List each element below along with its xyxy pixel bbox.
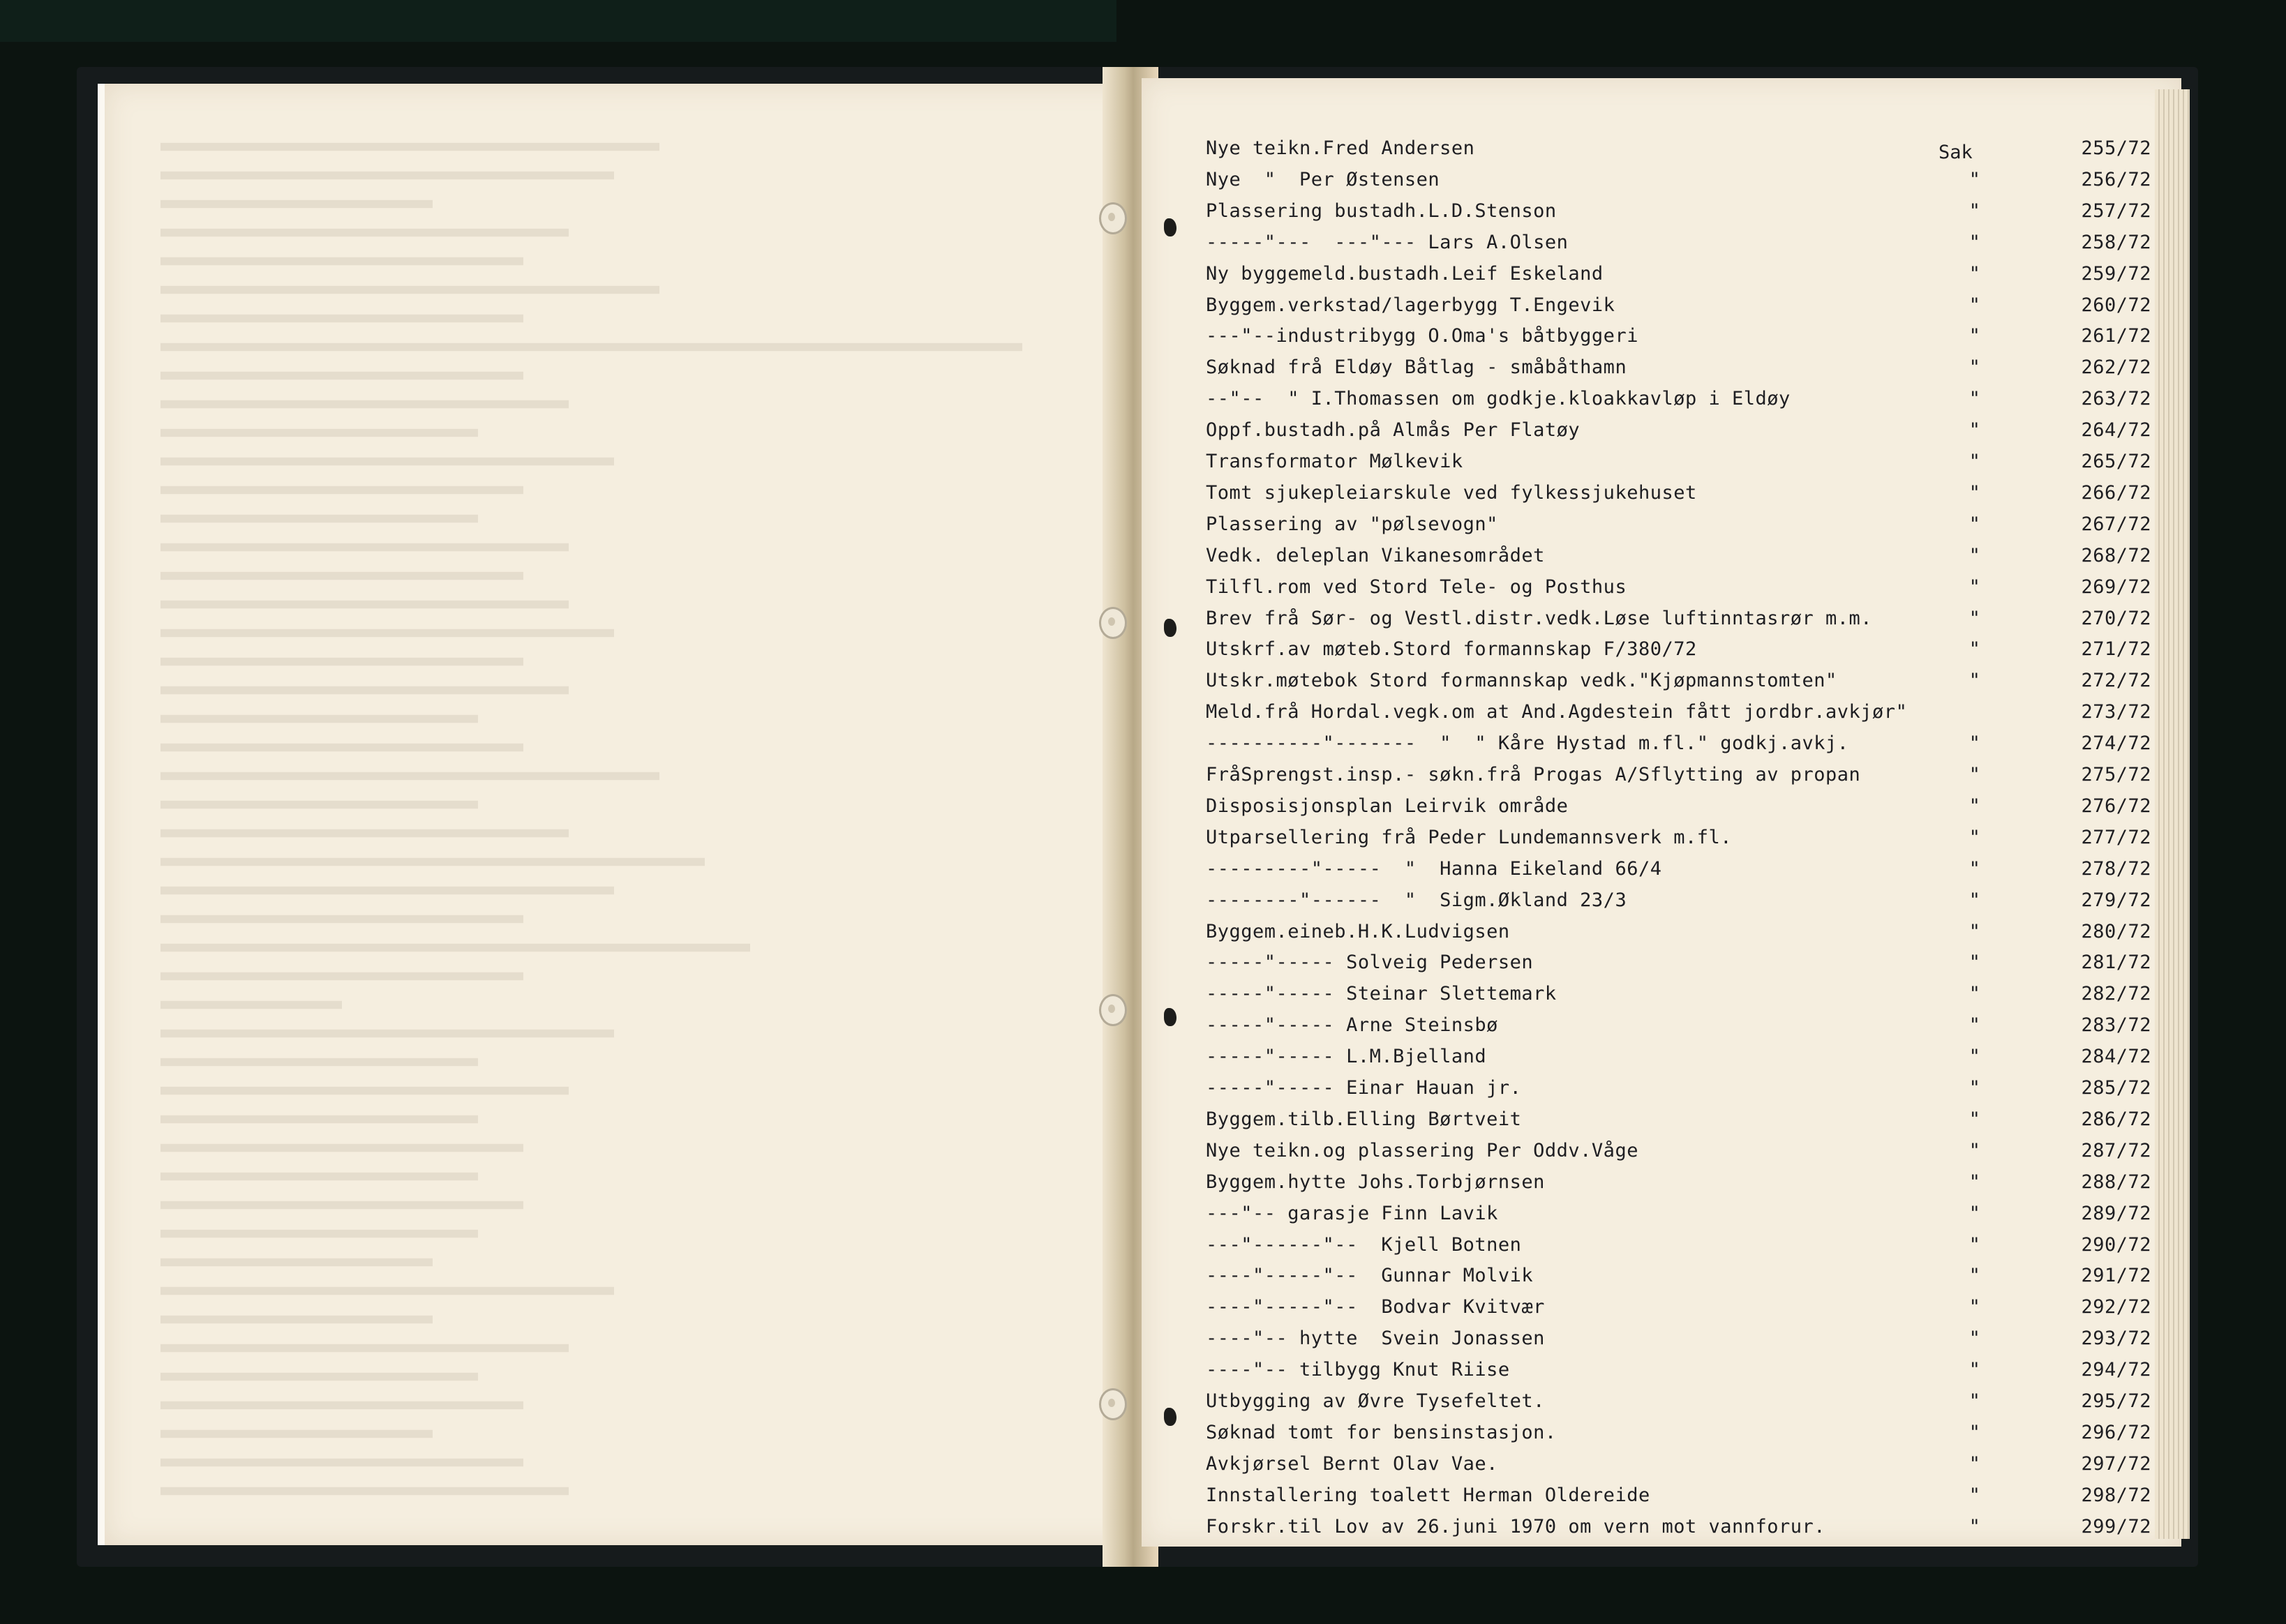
entry-title: Plassering av "pølsevogn"	[1206, 513, 1498, 535]
entry-title: Tilfl.rom ved Stord Tele- og Posthus	[1206, 576, 1627, 598]
binder-ring-4	[1164, 1408, 1176, 1426]
ditto-mark: "	[1968, 1108, 1981, 1130]
case-number: 259/72	[2081, 263, 2151, 285]
entry-title: FråSprengst.insp.- søkn.frå Progas A/Sflytting av propan	[1206, 764, 1861, 785]
ditto-mark: "	[1968, 419, 1981, 441]
case-number: 256/72	[2081, 169, 2151, 190]
entry-title: Byggem.tilb.Elling Børtveit	[1206, 1108, 1522, 1130]
case-number: 283/72	[2081, 1014, 2151, 1036]
entry-title: ---------"----- " Hanna Eikeland 66/4	[1206, 858, 1662, 880]
ditto-mark: "	[1968, 795, 1981, 817]
case-number: 257/72	[2081, 200, 2151, 222]
ditto-mark: "	[1968, 1328, 1981, 1349]
binder-ring-3	[1164, 1008, 1176, 1026]
ditto-mark: "	[1968, 1077, 1981, 1099]
case-number: 258/72	[2081, 232, 2151, 253]
case-number: 297/72	[2081, 1453, 2151, 1475]
case-number: 275/72	[2081, 764, 2151, 785]
ditto-mark: "	[1968, 608, 1981, 629]
entry-title: -----"----- L.M.Bjelland	[1206, 1046, 1487, 1067]
entry-title: Tomt sjukepleiarskule ved fylkessjukehuset	[1206, 482, 1697, 504]
ditto-mark: "	[1968, 1140, 1981, 1161]
ditto-mark: "	[1968, 1296, 1981, 1318]
entry-title: Utskrf.av møteb.Stord formannskap F/380/72	[1206, 638, 1697, 660]
case-number: 277/72	[2081, 827, 2151, 848]
entry-title: Avkjørsel Bernt Olav Vae.	[1206, 1453, 1498, 1475]
case-number: 267/72	[2081, 513, 2151, 535]
ditto-mark: "	[1968, 1046, 1981, 1067]
case-number: 261/72	[2081, 325, 2151, 347]
entry-title: Brev frå Sør- og Vestl.distr.vedk.Løse luftinntasrør m.m.	[1206, 608, 1873, 629]
case-number: 290/72	[2081, 1234, 2151, 1256]
case-number: 291/72	[2081, 1265, 2151, 1286]
ditto-mark: "	[1968, 545, 1981, 566]
case-number: 266/72	[2081, 482, 2151, 504]
case-number: 269/72	[2081, 576, 2151, 598]
entry-title: Oppf.bustadh.på Almås Per Flatøy	[1206, 419, 1581, 441]
ditto-mark: "	[1968, 356, 1981, 378]
entry-title: Innstallering toalett Herman Oldereide	[1206, 1484, 1650, 1506]
ditto-mark: "	[1968, 263, 1981, 285]
ditto-mark: "	[1968, 1171, 1981, 1193]
case-number: 286/72	[2081, 1108, 2151, 1130]
entry-title: ----"-----"-- Gunnar Molvik	[1206, 1265, 1534, 1286]
column-header-sak: Sak	[1938, 142, 1973, 163]
background-top	[0, 0, 1116, 42]
ditto-mark: "	[1968, 200, 1981, 222]
entry-title: Plassering bustadh.L.D.Stenson	[1206, 200, 1557, 222]
entry-title: ----------"------- " " Kåre Hystad m.fl." godkj.avkj.	[1206, 732, 1849, 754]
case-number: 262/72	[2081, 356, 2151, 378]
entry-title: Transformator Mølkevik	[1206, 451, 1463, 472]
punch-hole-3	[1099, 994, 1127, 1026]
punch-hole-4	[1099, 1388, 1127, 1420]
case-number: 293/72	[2081, 1328, 2151, 1349]
entry-title: Utparsellering frå Peder Lundemannsverk m.fl.	[1206, 827, 1732, 848]
entry-title: Søknad frå Eldøy Båtlag - småbåthamn	[1206, 356, 1627, 378]
ditto-mark: "	[1968, 858, 1981, 880]
entry-title: ---"--industribygg O.Oma's båtbyggeri	[1206, 325, 1638, 347]
binder-ring-1	[1164, 218, 1176, 236]
entry-title: ----"-- tilbygg Knut Riise	[1206, 1359, 1510, 1381]
entry-title: Nye teikn.og plassering Per Oddv.Våge	[1206, 1140, 1638, 1161]
case-number: 260/72	[2081, 294, 2151, 316]
entry-title: -----"----- Solveig Pedersen	[1206, 952, 1534, 973]
entry-title: Disposisjonsplan Leirvik område	[1206, 795, 1569, 817]
entry-title: Nye " Per Østensen	[1206, 169, 1440, 190]
case-number: 263/72	[2081, 388, 2151, 409]
ditto-mark: "	[1968, 952, 1981, 973]
case-number: 294/72	[2081, 1359, 2151, 1381]
case-number: 295/72	[2081, 1390, 2151, 1412]
ditto-mark: "	[1968, 1516, 1981, 1537]
case-number: 274/72	[2081, 732, 2151, 754]
case-number: 272/72	[2081, 670, 2151, 691]
entry-title: ---"-- garasje Finn Lavik	[1206, 1203, 1498, 1224]
page-edges	[2155, 89, 2190, 1539]
punch-hole-1	[1099, 202, 1127, 234]
case-number: 271/72	[2081, 638, 2151, 660]
case-number: 280/72	[2081, 921, 2151, 942]
ditto-mark: "	[1968, 482, 1981, 504]
case-number: 279/72	[2081, 889, 2151, 911]
binder-ring-2	[1164, 619, 1176, 637]
case-number: 270/72	[2081, 608, 2151, 629]
entry-title: --------"------ " Sigm.Økland 23/3	[1206, 889, 1627, 911]
ditto-mark: "	[1968, 1453, 1981, 1475]
ditto-mark: "	[1968, 827, 1981, 848]
ditto-mark: "	[1968, 889, 1981, 911]
entry-title: -----"----- Steinar Slettemark	[1206, 983, 1557, 1005]
case-number: 255/72	[2081, 137, 2151, 159]
case-number: 289/72	[2081, 1203, 2151, 1224]
case-number: 288/72	[2081, 1171, 2151, 1193]
case-number: 265/72	[2081, 451, 2151, 472]
punch-hole-2	[1099, 607, 1127, 639]
case-number: 298/72	[2081, 1484, 2151, 1506]
case-number: 281/72	[2081, 952, 2151, 973]
case-number: 273/72	[2081, 701, 2151, 723]
entry-title: -----"----- Arne Steinsbø	[1206, 1014, 1498, 1036]
case-number: 287/72	[2081, 1140, 2151, 1161]
case-number: 278/72	[2081, 858, 2151, 880]
ditto-mark: "	[1968, 169, 1981, 190]
entry-title: Byggem.eineb.H.K.Ludvigsen	[1206, 921, 1510, 942]
ditto-mark: "	[1968, 983, 1981, 1005]
entry-title: Utskr.møtebok Stord formannskap vedk."Kjøpmannstomten"	[1206, 670, 1837, 691]
ditto-mark: "	[1968, 1422, 1981, 1443]
case-number: 268/72	[2081, 545, 2151, 566]
entry-title: Forskr.til Lov av 26.juni 1970 om vern mot vannforur.	[1206, 1516, 1826, 1537]
entry-title: ---"------"-- Kjell Botnen	[1206, 1234, 1522, 1256]
ditto-mark: "	[1968, 1265, 1981, 1286]
entry-title: ----"-----"-- Bodvar Kvitvær	[1206, 1296, 1545, 1318]
case-number: 285/72	[2081, 1077, 2151, 1099]
entry-title: -----"--- ---"--- Lars A.Olsen	[1206, 232, 1569, 253]
ditto-mark: "	[1968, 1484, 1981, 1506]
ditto-mark: "	[1968, 232, 1981, 253]
ditto-mark: "	[1968, 451, 1981, 472]
ditto-mark: "	[1968, 1203, 1981, 1224]
ditto-mark: "	[1968, 764, 1981, 785]
ditto-mark: "	[1968, 732, 1981, 754]
entry-title: --"-- " I.Thomassen om godkje.kloakkavløp i Eldøy	[1206, 388, 1791, 409]
ditto-mark: "	[1968, 1359, 1981, 1381]
case-number: 276/72	[2081, 795, 2151, 817]
entry-title: Søknad tomt for bensinstasjon.	[1206, 1422, 1557, 1443]
ditto-mark: "	[1968, 921, 1981, 942]
ditto-mark: "	[1968, 325, 1981, 347]
ditto-mark: "	[1968, 388, 1981, 409]
ditto-mark: "	[1968, 513, 1981, 535]
entry-title: -----"----- Einar Hauan jr.	[1206, 1077, 1522, 1099]
entry-title: Utbygging av Øvre Tysefeltet.	[1206, 1390, 1545, 1412]
ditto-mark: "	[1968, 1234, 1981, 1256]
entry-title: Vedk. deleplan Vikanesområdet	[1206, 545, 1545, 566]
ditto-mark: "	[1968, 1014, 1981, 1036]
case-number: 292/72	[2081, 1296, 2151, 1318]
ditto-mark: "	[1968, 1390, 1981, 1412]
ditto-mark: "	[1968, 638, 1981, 660]
case-number: 284/72	[2081, 1046, 2151, 1067]
entry-title: Byggem.verkstad/lagerbygg T.Engevik	[1206, 294, 1615, 316]
entry-title: Ny byggemeld.bustadh.Leif Eskeland	[1206, 263, 1604, 285]
case-number: 299/72	[2081, 1516, 2151, 1537]
ditto-mark: "	[1968, 670, 1981, 691]
entry-title: Byggem.hytte Johs.Torbjørnsen	[1206, 1171, 1545, 1193]
bleed-through-text	[160, 133, 1068, 1514]
ditto-mark: "	[1968, 294, 1981, 316]
case-number: 282/72	[2081, 983, 2151, 1005]
ditto-mark: "	[1968, 576, 1981, 598]
entry-title: Nye teikn.Fred Andersen	[1206, 137, 1475, 159]
case-number: 296/72	[2081, 1422, 2151, 1443]
entry-title: Meld.frå Hordal.vegk.om at And.Agdestein fått jordbr.avkjør"	[1206, 701, 1908, 723]
entry-title: ----"-- hytte Svein Jonassen	[1206, 1328, 1545, 1349]
case-number: 264/72	[2081, 419, 2151, 441]
